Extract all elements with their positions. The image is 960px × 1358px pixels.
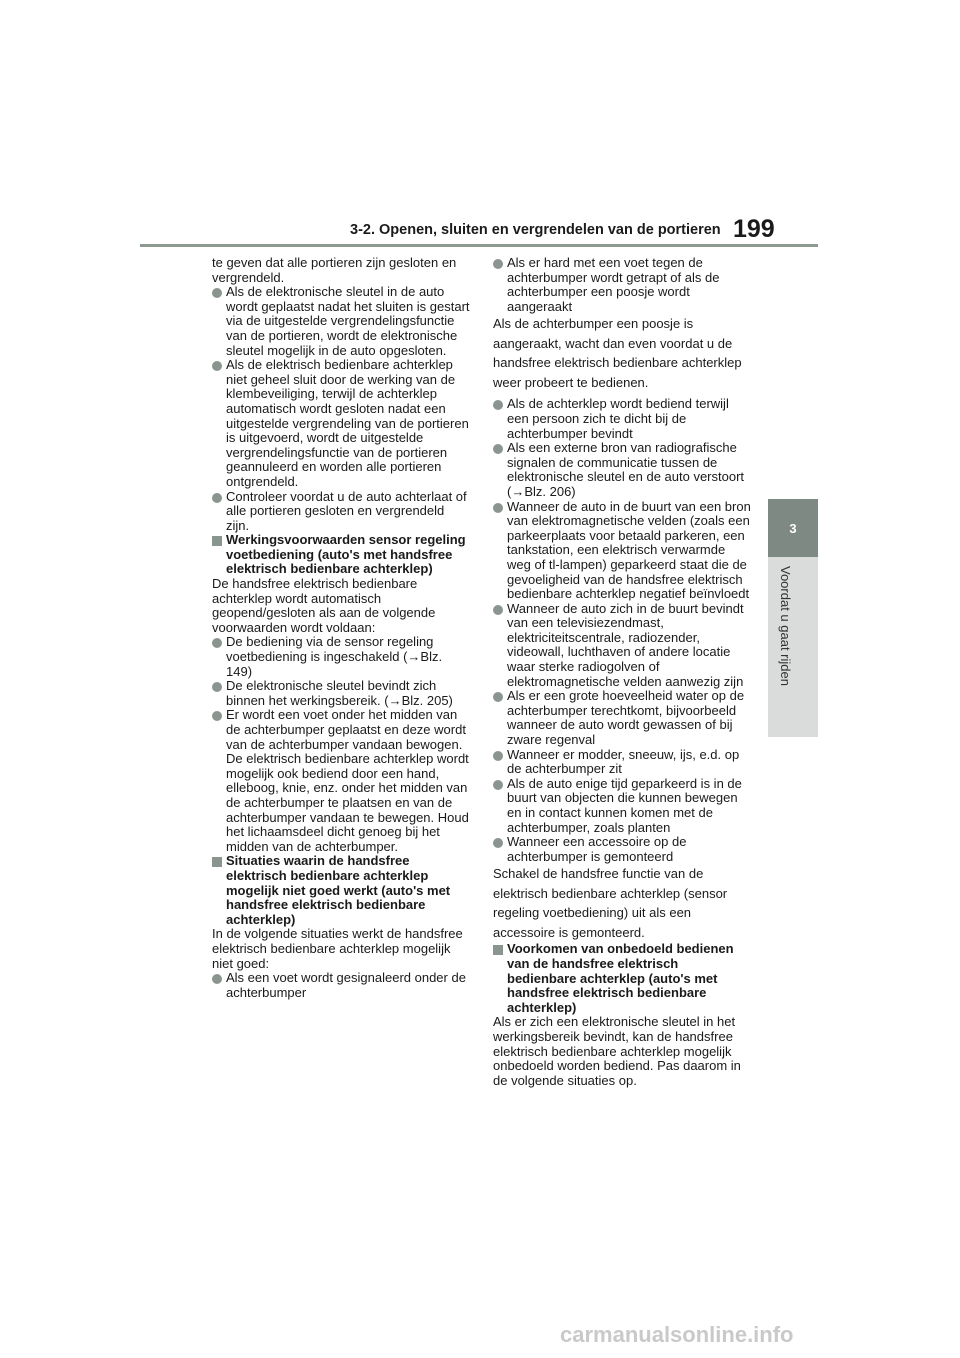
section-heading-text: Voorkomen van onbedoeld bedienen van de handsfree elektrisch bedienbare achterklep (auto's met handsfree elektrisch bedienbare achterklep) bbox=[507, 941, 734, 1015]
bullet-icon bbox=[212, 638, 222, 648]
list-item bbox=[493, 689, 751, 747]
list-item-text: Controleer voordat u de auto achterlaat of alle portieren gesloten en vergrendeld zijn. bbox=[226, 488, 467, 533]
chapter-number: 3 bbox=[789, 520, 797, 536]
header-rule bbox=[140, 244, 818, 247]
heading-square-icon bbox=[493, 945, 503, 955]
paragraph: De handsfree elektrisch bedienbare achterklep wordt automatisch geopend/gesloten als aan de volgende voorwaarden wordt voldaan: bbox=[212, 576, 436, 635]
list-item bbox=[493, 602, 751, 690]
list-item-text: De elektronische sleutel bevindt zich binnen het werkingsbereik. (→Blz. 205) bbox=[226, 678, 453, 708]
list-item-text: Als de auto enige tijd geparkeerd is in de buurt van objecten die kunnen bewegen en in contact kunnen komen met de achterbumper, zoals planten bbox=[507, 775, 742, 835]
list-item-text: Wanneer de auto zich in de buurt bevindt van een televisiezendmast, elektriciteitscentrale, radiozender, videowall, luchthaven of andere locatie waar sterke radiogolven of elektromagnetische velden aanwezig zijn bbox=[507, 600, 744, 689]
bullet-icon bbox=[212, 361, 222, 371]
list-item-text: Er wordt een voet onder het midden van de achterbumper geplaatst en deze wordt van de achterbumper vandaan bewogen. bbox=[226, 707, 466, 752]
list-item bbox=[493, 397, 751, 441]
page-number: 199 bbox=[733, 215, 775, 243]
list-item-text: Als de elektronische sleutel in de auto wordt geplaatst nadat het sluiten is gestart via de uitgestelde vergrendelingsfunctie van de portieren, wordt de elektronische sleutel mogelijk in de auto opgesloten. bbox=[226, 284, 470, 358]
bullet-icon bbox=[493, 605, 503, 615]
list-item bbox=[212, 679, 470, 708]
intro-text: te geven dat alle portieren zijn gesloten en vergrendeld. bbox=[212, 255, 457, 285]
bullet-icon bbox=[493, 838, 503, 848]
list-item bbox=[212, 635, 470, 679]
list-item bbox=[493, 441, 751, 499]
heading-square-icon bbox=[212, 536, 222, 546]
bullet-icon bbox=[493, 751, 503, 761]
list-item-text: Als een externe bron van radiografische signalen de communicatie tussen de elektronische sleutel en de auto verstoort (→Blz. 206) bbox=[507, 440, 745, 499]
right-column bbox=[493, 256, 751, 1088]
list-item bbox=[493, 500, 751, 602]
chapter-tab bbox=[768, 499, 818, 557]
list-item-text: Als er hard met een voet tegen de achterbumper wordt getrapt of als de achterbumper een poosje wordt aangeraakt bbox=[507, 255, 720, 314]
section-heading-text: Werkingsvoorwaarden sensor regeling voetbediening (auto's met handsfree elektrisch bedienbare achterklep) bbox=[226, 532, 466, 577]
list-item bbox=[493, 777, 751, 835]
left-column bbox=[212, 256, 470, 1000]
list-item bbox=[493, 748, 751, 777]
bullet-icon bbox=[212, 288, 222, 298]
paragraph: Schakel de handsfree functie van de elektrisch bedienbare achterklep (sensor regeling voetbediening) uit als een accessoire is gemonteerd. bbox=[493, 866, 728, 940]
list-item-text: Als een voet wordt gesignaleerd onder de achterbumper bbox=[226, 970, 466, 1000]
section-heading bbox=[212, 854, 470, 927]
bullet-icon bbox=[493, 259, 503, 269]
paragraph: Als er zich een elektronische sleutel in het werkingsbereik bevindt, kan de handsfree elektrisch bedienbare achterklep mogelijk onbedoeld worden bediend. Pas daarom in de volgende situaties op. bbox=[493, 1014, 741, 1088]
bullet-icon bbox=[493, 503, 503, 513]
list-item-text: Wanneer de auto in de buurt van een bron van elektromagnetische velden (zoals een parkeerplaats voor betaald parkeren, een tankstation, een elektrisch verwarmde weg of tl-lampen) geparkeerd staat die de gevoeligheid van de handsfree elektrisch bedienbare achterklep negatief beïnvloedt bbox=[507, 498, 751, 602]
list-item-text: Als er een grote hoeveelheid water op de achterbumper terechtkomt, bijvoorbeeld wanneer de auto wordt gewassen of bij zware regenval bbox=[507, 688, 745, 748]
bullet-icon bbox=[212, 711, 222, 721]
bullet-icon bbox=[212, 974, 222, 984]
list-item bbox=[212, 490, 470, 534]
chapter-tab-strip bbox=[768, 557, 818, 737]
bullet-icon bbox=[493, 692, 503, 702]
bullet-icon bbox=[212, 682, 222, 692]
list-item-text: Als de elektrisch bedienbare achterklep niet geheel sluit door de werking van de klembeveiliging, terwijl de achterklep automatisch wordt gesloten nadat een uitgestelde vergrendeling van de portieren is uitgevoerd, wordt de uitgestelde vergrendelingsfunctie van de portieren geannuleerd en worden alle portieren ontgrendeld. bbox=[226, 357, 469, 489]
list-item bbox=[493, 256, 751, 314]
paragraph: In de volgende situaties werkt de handsfree elektrisch bedienbare achterklep mogelijk niet goed: bbox=[212, 926, 463, 971]
list-item-text: Wanneer een accessoire op de achterbumper is gemonteerd bbox=[507, 834, 687, 864]
chapter-title: Voordat u gaat rijden bbox=[778, 566, 793, 686]
list-item bbox=[212, 285, 470, 358]
bullet-icon bbox=[493, 400, 503, 410]
list-item bbox=[493, 835, 751, 864]
list-item-text: Als de achterklep wordt bediend terwijl een persoon zich te dicht bij de achterbumper bevindt bbox=[507, 396, 729, 441]
list-item-text: De bediening via de sensor regeling voetbediening is ingeschakeld (→Blz. 149) bbox=[226, 634, 443, 679]
section-heading-text: Situaties waarin de handsfree elektrisch bedienbare achterklep mogelijk niet goed werkt (auto's met handsfree elektrisch bedienbare achterklep) bbox=[226, 853, 451, 927]
bullet-icon bbox=[493, 444, 503, 454]
list-item bbox=[212, 971, 470, 1000]
bullet-icon bbox=[493, 780, 503, 790]
section-title: 3-2. Openen, sluiten en vergrendelen van de portieren bbox=[350, 222, 721, 238]
list-item bbox=[212, 358, 470, 489]
watermark-logo: carmanualsonline.info bbox=[560, 1322, 794, 1347]
section-heading bbox=[493, 942, 751, 1015]
list-item-extra: De elektrisch bedienbare achterklep wordt mogelijk ook bediend door een hand, elleboog, knie, enz. onder het midden van de achterbumper te plaatsen en van de achterbumper vandaan te bewegen. Houd het lichaamsdeel dicht genoeg bij het midden van de achterbumper. bbox=[226, 751, 469, 854]
bullet-icon bbox=[212, 493, 222, 503]
paragraph: Als de achterbumper een poosje is aangeraakt, wacht dan even voordat u de handsfree elektrisch bedienbare achterklep weer probeert te bedienen. bbox=[493, 316, 742, 390]
heading-square-icon bbox=[212, 857, 222, 867]
list-item-text: Wanneer er modder, sneeuw, ijs, e.d. op de achterbumper zit bbox=[507, 746, 740, 777]
section-heading bbox=[212, 533, 470, 577]
list-item bbox=[212, 708, 470, 854]
